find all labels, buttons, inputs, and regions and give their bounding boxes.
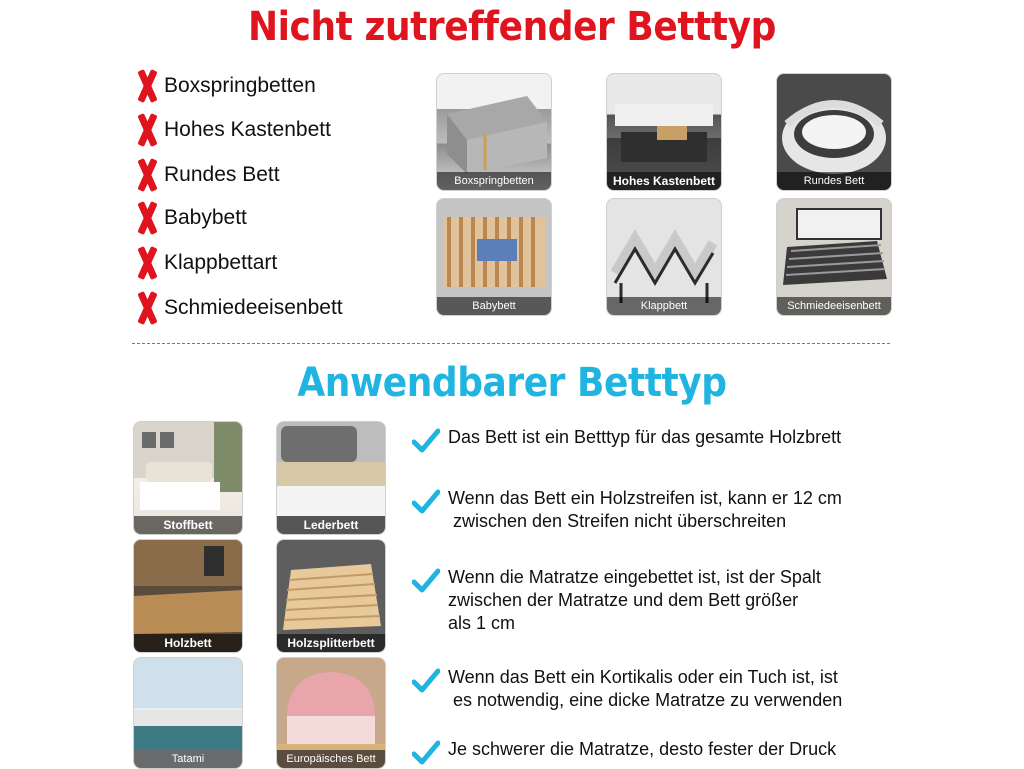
image-caption: Holzsplitterbett: [277, 634, 385, 652]
image-caption: Klappbett: [607, 297, 721, 315]
x-icon: [134, 69, 160, 103]
x-item-rundes-bett: [134, 155, 280, 195]
image-tatami: [133, 657, 243, 769]
image-caption: Tatami: [134, 750, 242, 768]
note-text: Je schwerer die Matratze, desto fester der Druck: [448, 739, 837, 759]
x-item-label: Babybett: [164, 206, 247, 229]
image-stoffbett: [133, 421, 243, 535]
x-item-babybett: [134, 198, 247, 238]
image-caption: Lederbett: [277, 516, 385, 534]
image-holzbett: [133, 539, 243, 653]
checkmark-icon: [412, 740, 440, 766]
image-hohes-kastenbett: [606, 73, 722, 191]
image-caption: Rundes Bett: [777, 172, 891, 190]
image-boxspringbetten: [436, 73, 552, 191]
checkmark-icon: [412, 489, 440, 515]
note-text: Das Bett ist ein Betttyp für das gesamte Holzbrett: [448, 427, 842, 447]
x-item-schmiedeeisenbett: [134, 288, 343, 328]
x-icon: [134, 158, 160, 192]
image-caption: Boxspringbetten: [437, 172, 551, 190]
title-not-applicable: Nicht zutreffender Betttyp: [247, 4, 776, 50]
checkmark-icon: [412, 428, 440, 454]
x-item-hohes-kastenbett: [134, 110, 331, 150]
checkmark-icon: [412, 568, 440, 594]
image-holzsplitterbett: [276, 539, 386, 653]
x-item-label: Boxspringbetten: [164, 74, 316, 97]
image-schmiedeeisenbett: [776, 198, 892, 316]
section-divider: [132, 343, 890, 344]
x-icon: [134, 246, 160, 280]
image-caption: Europäisches Bett: [277, 750, 385, 768]
x-icon: [134, 201, 160, 235]
x-item-label: Hohes Kastenbett: [164, 118, 331, 141]
image-rundes-bett: [776, 73, 892, 191]
image-lederbett: [276, 421, 386, 535]
x-item-label: Schmiedeeisenbett: [164, 296, 343, 319]
image-caption: Schmiedeeisenbett: [777, 297, 891, 315]
note-text: Wenn das Bett ein Kortikalis oder ein Tuch ist, ist es notwendig, eine dicke Matratze zu verwenden: [448, 667, 843, 710]
x-item-klappbettart: [134, 243, 277, 283]
note-text: Wenn das Bett ein Holzstreifen ist, kann er 12 cm zwischen den Streifen nicht überschreiten: [448, 488, 842, 531]
note-text: Wenn die Matratze eingebettet ist, ist der Spalt zwischen der Matratze und dem Bett größer als 1 cm: [448, 567, 821, 633]
image-klappbett: [606, 198, 722, 316]
x-icon: [134, 113, 160, 147]
title-applicable: Anwendbarer Betttyp: [297, 360, 727, 406]
x-item-label: Rundes Bett: [164, 163, 280, 186]
image-caption: Babybett: [437, 297, 551, 315]
image-caption: Stoffbett: [134, 516, 242, 534]
image-caption: Holzbett: [134, 634, 242, 652]
image-babybett: [436, 198, 552, 316]
image-europaeisches-bett: [276, 657, 386, 769]
checkmark-icon: [412, 668, 440, 694]
x-icon: [134, 291, 160, 325]
x-item-label: Klappbettart: [164, 251, 278, 274]
x-item-boxspring: [134, 66, 316, 106]
image-caption: Hohes Kastenbett: [607, 172, 721, 190]
